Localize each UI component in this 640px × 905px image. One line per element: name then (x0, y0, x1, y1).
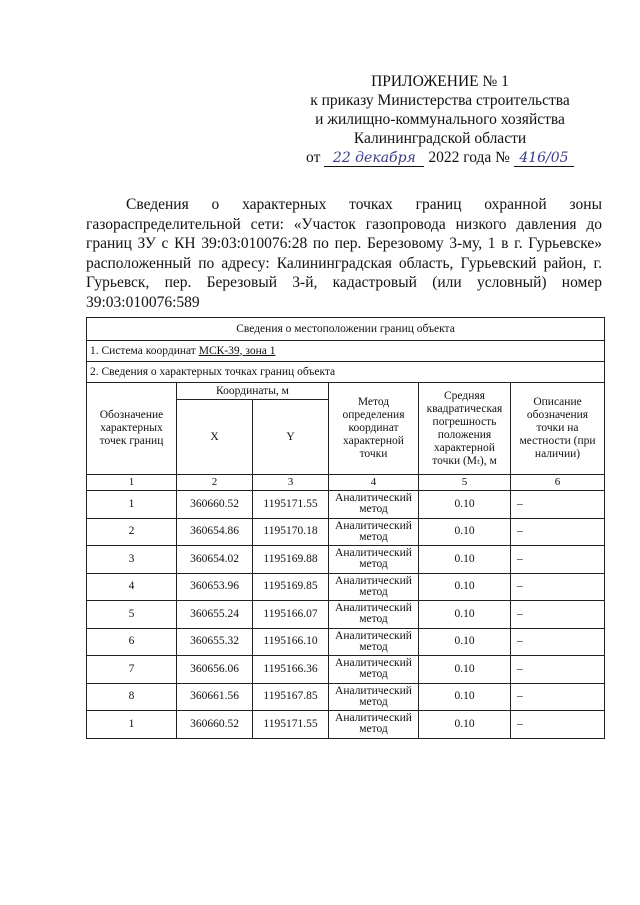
point-id-cell: 2 (87, 518, 177, 546)
method-cell: Аналитический метод (329, 491, 419, 519)
accuracy-cell: 0.10 (419, 518, 511, 546)
method-cell: Аналитический метод (329, 683, 419, 711)
point-id-cell: 5 (87, 601, 177, 629)
accuracy-cell: 0.10 (419, 546, 511, 574)
table-row (87, 518, 605, 546)
description-cell: – (511, 656, 605, 684)
column-number: 6 (511, 475, 605, 491)
boundary-points-table (86, 317, 605, 739)
column-number: 3 (253, 475, 329, 491)
point-id-cell: 8 (87, 683, 177, 711)
method-cell: Аналитический метод (329, 656, 419, 684)
y-coordinate-cell: 1195170.18 (253, 518, 329, 546)
table-title: Сведения о местоположении границ объекта (87, 318, 605, 341)
table-row (87, 546, 605, 574)
table-row (87, 628, 605, 656)
table-row (87, 601, 605, 629)
table-row (87, 491, 605, 519)
description-cell: – (511, 711, 605, 739)
column-number-row (87, 475, 605, 491)
x-coordinate-cell: 360655.24 (177, 601, 253, 629)
coordinate-system-value: МСК-39, зона 1 (198, 344, 276, 357)
description-cell: – (511, 683, 605, 711)
x-coordinate-cell: 360660.52 (177, 711, 253, 739)
column-number: 1 (87, 475, 177, 491)
handwritten-date: 22 декабря (324, 150, 424, 167)
method-cell: Аналитический метод (329, 518, 419, 546)
table-row (87, 711, 605, 739)
description-cell: – (511, 628, 605, 656)
coordinate-system-label: 1. Система координат (90, 344, 199, 357)
x-coordinate-cell: 360661.56 (177, 683, 253, 711)
description-cell: – (511, 573, 605, 601)
order-line-housing: и жилищно-коммунального хозяйства (315, 111, 565, 128)
accuracy-cell: 0.10 (419, 628, 511, 656)
appendix-header (290, 72, 590, 167)
accuracy-cell: 0.10 (419, 683, 511, 711)
table-row (87, 683, 605, 711)
point-id-cell: 6 (87, 628, 177, 656)
point-id-cell: 1 (87, 711, 177, 739)
table-body (87, 491, 605, 739)
description-cell: – (511, 601, 605, 629)
col-header-coords: Координаты, м (177, 383, 329, 400)
x-coordinate-cell: 360653.96 (177, 573, 253, 601)
col-header-accuracy: Средняя квадратическая погрешность положения характерной точки (Mₜ), м (419, 383, 511, 475)
col-header-method: Метод определения координат характерной точки (329, 383, 419, 475)
column-number: 4 (329, 475, 419, 491)
method-cell: Аналитический метод (329, 711, 419, 739)
description-cell: – (511, 518, 605, 546)
handwritten-order-number: 416/05 (514, 150, 574, 167)
x-coordinate-cell: 360660.52 (177, 491, 253, 519)
accuracy-cell: 0.10 (419, 711, 511, 739)
y-coordinate-cell: 1195166.36 (253, 656, 329, 684)
date-prefix: от (306, 149, 321, 166)
col-header-point: Обозначение характерных точек границ (87, 383, 177, 475)
accuracy-cell: 0.10 (419, 573, 511, 601)
intro-paragraph: Сведения о характерных точках границ охранной зоны газораспределительной сети: «Участок газопровода низкого давления до границ ЗУ с КН 39:03:010076:28 по пер. Березовому 3-му, 1 в г. Гурьевске» расположенный по адресу: Калининградская область, Гурьевский район, г. Гурьевск, пер. Березовый 3-й, кадастровый (или условный) номер 39:03:010076:589 (86, 196, 602, 311)
order-line-region: Калининградской области (353, 130, 527, 147)
method-cell: Аналитический метод (329, 601, 419, 629)
table-row (87, 573, 605, 601)
point-id-cell: 3 (87, 546, 177, 574)
col-header-description: Описание обозначения точки на местности (при наличии) (511, 383, 605, 475)
x-coordinate-cell: 360655.32 (177, 628, 253, 656)
y-coordinate-cell: 1195166.10 (253, 628, 329, 656)
col-header-y: Y (253, 400, 329, 475)
x-coordinate-cell: 360654.86 (177, 518, 253, 546)
y-coordinate-cell: 1195166.07 (253, 601, 329, 629)
table-row (87, 656, 605, 684)
point-id-cell: 4 (87, 573, 177, 601)
point-id-cell: 7 (87, 656, 177, 684)
appendix-title: ПРИЛОЖЕНИЕ № 1 (371, 73, 509, 90)
x-coordinate-cell: 360654.02 (177, 546, 253, 574)
y-coordinate-cell: 1195169.88 (253, 546, 329, 574)
column-number: 2 (177, 475, 253, 491)
date-year: 2022 года № (428, 149, 510, 166)
y-coordinate-cell: 1195171.55 (253, 711, 329, 739)
coordinate-system-row (87, 341, 605, 362)
y-coordinate-cell: 1195167.85 (253, 683, 329, 711)
method-cell: Аналитический метод (329, 546, 419, 574)
order-line-ministry: к приказу Министерства строительства (310, 92, 570, 109)
x-coordinate-cell: 360656.06 (177, 656, 253, 684)
description-cell: – (511, 491, 605, 519)
y-coordinate-cell: 1195169.85 (253, 573, 329, 601)
col-header-x: X (177, 400, 253, 475)
method-cell: Аналитический метод (329, 573, 419, 601)
point-id-cell: 1 (87, 491, 177, 519)
column-number: 5 (419, 475, 511, 491)
accuracy-cell: 0.10 (419, 491, 511, 519)
section-2-title: 2. Сведения о характерных точках границ объекта (87, 362, 605, 383)
accuracy-cell: 0.10 (419, 601, 511, 629)
y-coordinate-cell: 1195171.55 (253, 491, 329, 519)
method-cell: Аналитический метод (329, 628, 419, 656)
order-date-line (290, 148, 590, 167)
description-cell: – (511, 546, 605, 574)
accuracy-cell: 0.10 (419, 656, 511, 684)
